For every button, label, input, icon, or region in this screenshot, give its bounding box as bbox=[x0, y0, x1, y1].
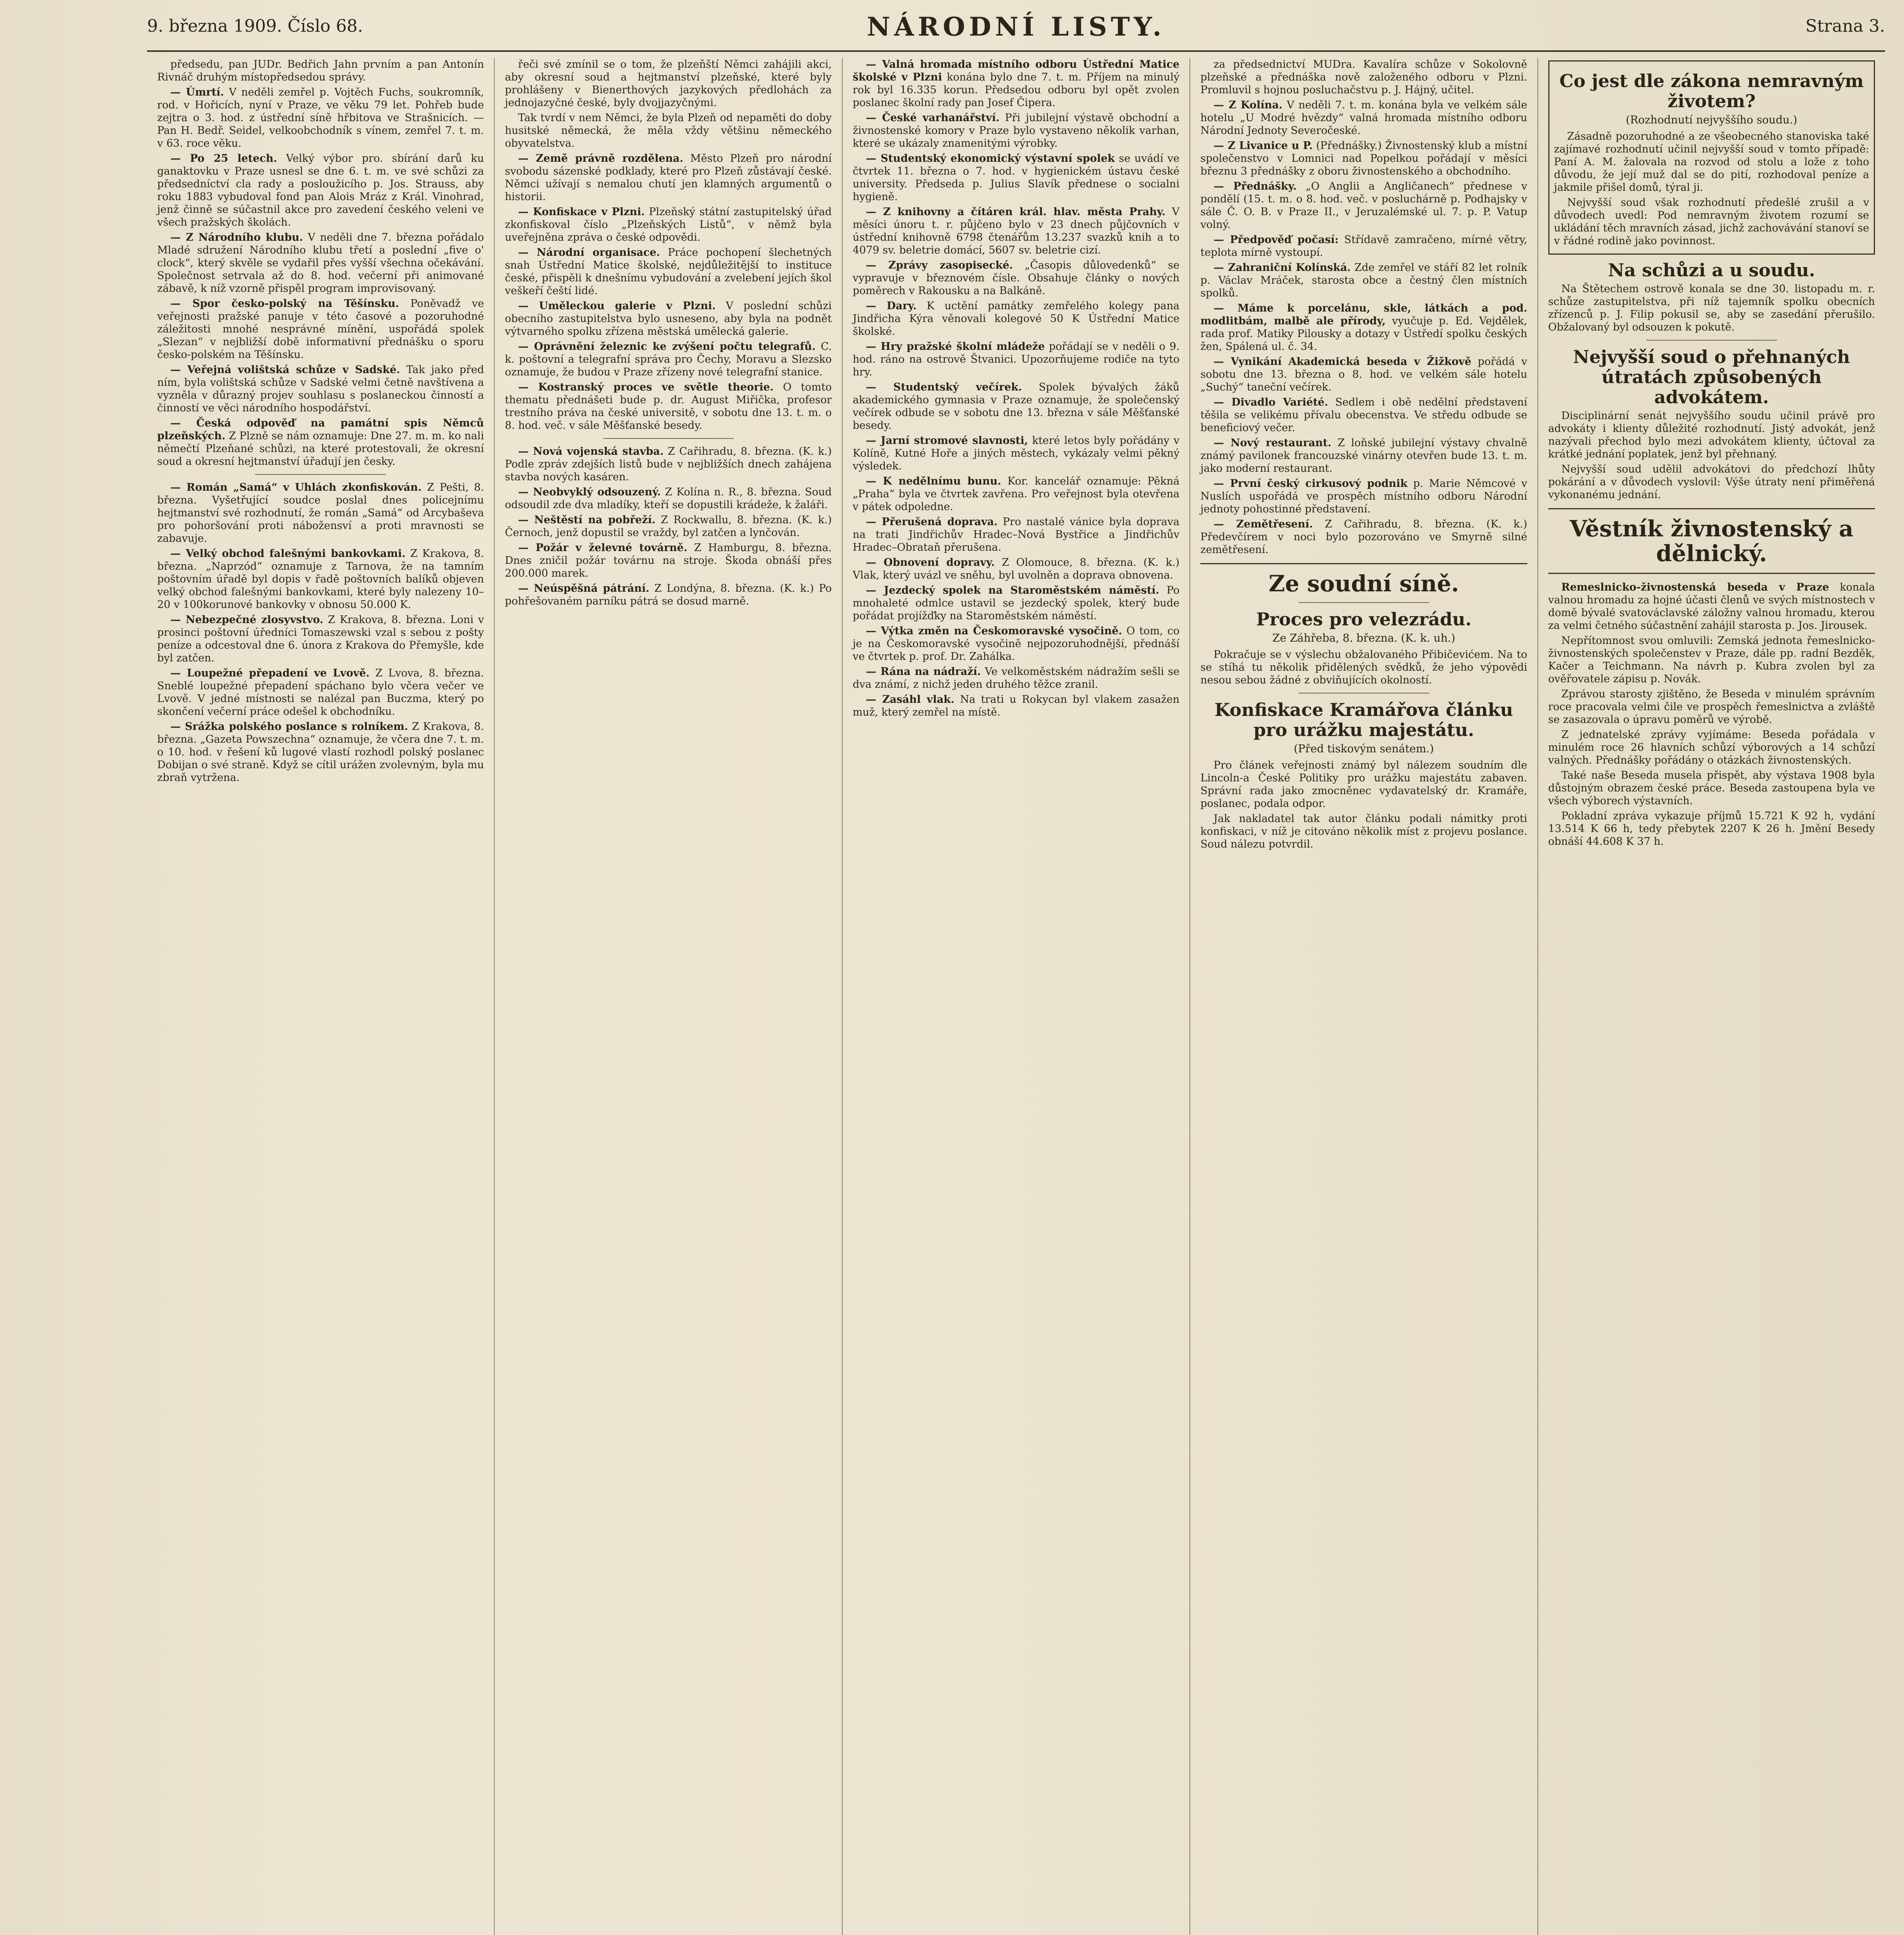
item-text: Střídavě zamračeno, mírné větry, teplota mírně vystoupí. bbox=[1200, 234, 1527, 259]
paragraph bbox=[853, 205, 1179, 257]
paragraph bbox=[157, 152, 484, 229]
paragraph bbox=[1200, 233, 1527, 259]
item-heading: — Máme k porcelánu, skle, látkách a pod. modlitbám, malbě ale přírody, bbox=[1200, 302, 1527, 327]
divider bbox=[255, 474, 386, 475]
paragraph bbox=[505, 541, 831, 580]
item-text: Práce pochopení šlechetných snah Ústřední Matice školské, nejdůležitější to instituce české, přispěli k dnešnímu vybudování a zvelebení jejích škol veškeří čeští lidé. bbox=[505, 247, 832, 297]
paragraph bbox=[157, 417, 484, 468]
item-heading: — Divadlo Variété. bbox=[1213, 396, 1328, 408]
section-heading: Věstník živnostenský a dělnický. bbox=[1570, 515, 1854, 567]
article-dateline: (Před tiskovým senátem.) bbox=[1294, 742, 1434, 755]
item-text: Tak jako před ním, byla volištská schůze v Sadské velmi četně navštívena a vyzněla v důrazný projev souhlasu s poslaneckou činností a činností ve věci národního hospodářství. bbox=[157, 364, 484, 414]
item-text: Z Krakova, 8. března. Loni v prosinci poštovní úředníci Tomaszewski vzal s sebou z pošty peníze a odcestoval dne 6. února z Krakova do Přemyšle, kde byl zatčen. bbox=[157, 614, 484, 664]
item-heading: — Nová vojenská stavba. bbox=[518, 445, 664, 457]
item-text: Při jubilejní výstavě obchodní a živnostenské komory v Praze bylo vystaveno několik varhan, které se ukázaly znamenitými výrobky. bbox=[852, 112, 1180, 149]
item-text: Z Pešti, 8. března. Vyšetřující soudce poslal dnes policejnímu hejtmanství své rozhodnutí, že román „Samá“ od Arcybaševa pro pohoršování proti nábožensví a proti mravnosti se zabavuje. bbox=[157, 481, 484, 545]
paragraph bbox=[853, 300, 1179, 338]
newspaper-title: NÁRODNÍ LISTY. bbox=[867, 12, 1165, 42]
paragraph: Tak tvrdí v nem Němci, že byla Plzeň od nepaměti do doby husitské německá, že měla vždy většinu německého obyvatelstva. bbox=[505, 112, 832, 149]
item-text: Z Cařihradu, 8. března. (K. k.) Předevčírem v noci bylo pozorováno ve Smyrně silné zemětřesení. bbox=[1200, 518, 1527, 556]
paragraph bbox=[853, 434, 1179, 473]
paragraph: předsedu, pan JUDr. Bedřich Jahn prvním a pan Antonín Rivnáč druhým místopředsedou správy. bbox=[157, 58, 484, 83]
item-text: „Časopis důlovedenků“ se vypravuje v březnovém čísle. Obsahuje články o nových poměrech v Rakousku a na Balkáně. bbox=[852, 259, 1180, 297]
article-subtitle: (Rozhodnutí nejvyššího soudu.) bbox=[1626, 113, 1798, 126]
paragraph bbox=[505, 300, 831, 338]
item-text: Z Rockwallu, 8. března. (K. k.) Černoch, jenž dopustil se vraždy, byl zatčen a lynčován. bbox=[505, 514, 832, 539]
paragraph bbox=[853, 693, 1179, 719]
item-heading: — Studentský ekonomický výstavní spolek bbox=[865, 152, 1115, 164]
paragraph: Zásadně pozoruhodné a ze všeobecného stanoviska také zajímavé rozhodnutí učinil nejvyšší soud v tomto případě: Paní A. M. žalovala na rozvod od stolu a lože z toho důvodu, že její muž dal se do pití, rozhodoval peníze a jakmile přišel domů, týral ji. bbox=[1554, 130, 1870, 194]
item-text: Poněvadž ve veřejnosti pražské panuje v této časové a pozoruhodné záležitosti mnohé nesprávné mínění, uspořádá spolek „Slezan“ v nejbližší době informativní přednášku o sporu česko-polském na Těšínsku. bbox=[157, 298, 484, 361]
item-heading: — Nový restaurant. bbox=[1213, 437, 1332, 449]
column-4 bbox=[1190, 58, 1538, 1935]
paragraph bbox=[505, 582, 831, 608]
item-heading: — Valná hromada místního odboru Ústřední Matice školské v Plzni bbox=[852, 58, 1180, 83]
item-heading: — Česká odpověď na památní spis Němců plzeňských. bbox=[157, 417, 484, 442]
item-text: C. k. poštovní a telegrafní správa pro Čechy, Moravu a Slezsko oznamuje, že budou v Praze zřízeny nové telegrafní stanice. bbox=[505, 341, 832, 378]
item-text: Z loňské jubilejní výstavy chvalně známý pavilonek francouzské vinárny otevřen bude 13. t. m. jako moderní restaurant. bbox=[1200, 437, 1527, 474]
paragraph bbox=[505, 486, 831, 511]
item-text: Město Plzeň pro národní svobodu sázenské podklady, které pro Plzeň zůstávají české. Němci užívají s nemalou chutí jen klamných argumentů o historii. bbox=[505, 152, 832, 203]
paragraph bbox=[505, 152, 831, 203]
item-heading: — Zasáhl vlak. bbox=[865, 694, 955, 706]
paragraph: Také naše Beseda musela přispět, aby výstava 1908 byla důstojným obrazem české práce. Beseda zastoupena byla ve všech výborech výstavních. bbox=[1548, 769, 1875, 807]
item-text: Z Lvova, 8. března. Sneblé loupežné přepadení spáchano bylo včera večer ve Lvově. V jedné místnosti se nalézal pan Buczma, který po skončení večerní práce odešel k obchodníku. bbox=[157, 667, 484, 717]
item-heading: — Neúspěšná pátrání. bbox=[518, 582, 650, 594]
paragraph bbox=[853, 475, 1179, 513]
item-heading: — Zemětřesení. bbox=[1213, 518, 1313, 530]
paragraph bbox=[853, 381, 1179, 432]
item-heading: — Výtka změn na Českomoravské vysočině. bbox=[865, 625, 1122, 637]
paragraph bbox=[157, 667, 484, 718]
item-text: Pro nastalé vánice byla doprava na trati Jindřichův Hradec–Nová Bystřice a Jindřichův Hradec–Obrataň přerušena. bbox=[852, 516, 1180, 553]
item-text: V neděli zemřel p. Vojtěch Fuchs, soukromník, rod. v Hořicích, nyní v Praze, ve věku 79 let. Pohřeb bude zejtra o 3. hod. z ústřední síně hřbitova ve Strašnicích. — Pan H. Bedř. Seidel, velkoobchodník s vínem, zemřel 7. t. m. v 63. roce věku. bbox=[157, 86, 484, 149]
item-text: Na trati u Rokycan byl vlakem zasažen muž, který zemřel na místě. bbox=[852, 694, 1180, 718]
paragraph bbox=[157, 363, 484, 414]
item-heading: — Z Národního klubu. bbox=[170, 231, 303, 243]
item-heading: — Srážka polského poslance s rolníkem. bbox=[170, 721, 408, 733]
article-title: Konfiskace Kramářova článku pro urážku majestátu. bbox=[1214, 699, 1513, 740]
item-heading: — Národní organisace. bbox=[518, 247, 660, 259]
item-text: Ve velkoměstském nádražím sešli se dva známí, z nichž jeden druhého těžce zranil. bbox=[852, 666, 1180, 690]
article-title: Proces pro velezrádu. bbox=[1256, 609, 1472, 630]
paragraph: za předsednictví MUDra. Kavalíra schůze v Sokolovně plzeňské a přednáška nově založeného odboru v Plzni. Promluvil s hojnou posluchačstvu p. J. Hájný, učitel. bbox=[1200, 58, 1527, 96]
item-text: Z Krakova, 8. března. „Gazeta Powszechna“ oznamuje, že včera dne 7. t. m. o 10. hod. v řešení ků lugové vlastí rozhodl polský poslanec Dobijan o své straně. Když se cítil urážen zvolevným, byla mu zbraň vytržena. bbox=[157, 721, 484, 784]
item-heading: — Dary. bbox=[865, 300, 917, 312]
paragraph bbox=[1200, 302, 1527, 353]
item-heading: — Kostranský proces ve světle theorie. bbox=[518, 381, 774, 393]
item-text: Po mnohaleté odmlce ustavil se jezdecký spolek, který bude pořádat projížďky na Staroměstském náměstí. bbox=[852, 584, 1180, 622]
paragraph: Pro článek veřejnosti známý byl nálezem soudním dle Lincoln-a České Politiky pro urážku majestátu zabaven. Správní rada jako zmocněnec vydavatelský dr. Kramáře, poslanec, podala odpor. bbox=[1200, 759, 1527, 810]
item-heading: — Předpověď počasí: bbox=[1213, 234, 1339, 246]
item-heading: — Rána na nádraží. bbox=[865, 666, 981, 678]
divider bbox=[1646, 340, 1777, 341]
item-text: K uctění památky zemřelého kolegy pana Jindřicha Kýra věnovali kolegové 50 K Ústřední Matice školské. bbox=[852, 300, 1180, 337]
paragraph: Zprávou starosty zjištěno, že Beseda v minulém správním roce pracovala velmi čile ve prospěch řemeslnictva a zvláště se zasazovala o úpravu poměrů ve výrobě. bbox=[1548, 688, 1875, 726]
item-text: Z Hamburgu, 8. března. Dnes zničil požár továrnu na stroje. Škoda obnáší přes 200.000 marek. bbox=[505, 542, 832, 579]
paragraph: Pokladní zpráva vykazuje příjmů 15.721 K 92 h, vydání 13.514 K 66 h, tedy přebytek 2207 K 26 h. Jmění Besedy obnáší 44.608 K 37 h. bbox=[1548, 810, 1875, 848]
paragraph bbox=[853, 515, 1179, 554]
divider bbox=[1548, 508, 1875, 509]
article-title: Co jest dle zákona nemravným životem? bbox=[1559, 70, 1864, 111]
paragraph bbox=[505, 246, 831, 297]
item-text: Z Olomouce, 8. března. (K. k.) Vlak, který uvázl ve sněhu, byl uvolněn a doprava obnovena. bbox=[852, 557, 1180, 581]
item-text: vyučuje p. Ed. Vejdělek, rada prof. Matiky Pilousky a dotazy v Ústředí spolku českých žen, Spálená ul. č. 34. bbox=[1200, 315, 1527, 353]
paragraph bbox=[157, 481, 484, 545]
item-text: se uvádí ve čtvrtek 11. března o 7. hod. v hygienickém ústavu české university. Předseda p. Julius Slavík přednese o socialni hygieně. bbox=[852, 152, 1180, 203]
item-text: Z Cařihradu, 8. března. (K. k.) Podle zpráv zdejších listů bude v nejbližších dnech zahájena stavba nových kasáren. bbox=[505, 445, 832, 483]
item-heading: — Jarní stromové slavnosti, bbox=[865, 435, 1028, 447]
item-text: „O Anglii a Angličanech“ přednese v pondělí (15. t. m. o 8. hod. več. v posluchárně p. Podhajsky v sále Č. O. B. v Praze II., v Jeruzalémské ul. 7. p. P. Vatup volný. bbox=[1200, 180, 1527, 231]
item-heading: — České varhanářství. bbox=[865, 112, 1000, 124]
item-heading: — Země právně rozdělena. bbox=[518, 152, 684, 164]
item-heading: — Neštěstí na pobřeží. bbox=[518, 514, 656, 526]
paragraph bbox=[1548, 581, 1875, 632]
divider bbox=[1548, 573, 1875, 574]
paragraph bbox=[853, 340, 1179, 378]
item-text: pořádají se v neděli o 9. hod. ráno na ostrově Štvanici. Upozorňujeme rodiče na tyto hry. bbox=[852, 341, 1180, 378]
item-text: Zde zemřel ve stáří 82 let rolník p. Václav Mráček, starosta obce a čestný člen místních spolků. bbox=[1200, 262, 1527, 299]
paragraph bbox=[1200, 139, 1527, 178]
paragraph bbox=[1200, 355, 1527, 394]
item-heading: — Úmrtí. bbox=[170, 86, 224, 98]
item-text: konána bylo dne 7. t. m. Příjem na minulý rok byl 16.335 korun. Předsedou odboru byl opět zvolen poslanec školní rady pan Josef Čipera. bbox=[852, 71, 1180, 109]
item-text: Z Plzně se nám oznamuje: Dne 27. m. m. ko nali němečtí Plzeňané schůzi, na které protestovali, že okresní soud a okresní hejtmanství úřadují jen česky. bbox=[157, 430, 484, 467]
paragraph bbox=[1200, 437, 1527, 475]
issue-date: 9. března 1909. Číslo 68. bbox=[147, 16, 363, 36]
item-heading: — Obnovení dopravy. bbox=[865, 557, 995, 569]
item-text: O tomto thematu přednášeti bude p. dr. August Miřička, profesor trestního práva na české universitě, v sobotu dne 13. t. m. o 8. hod. več. v sále Měšťanské besedy. bbox=[505, 381, 832, 432]
paragraph bbox=[1200, 518, 1527, 556]
item-text: Z Kolína n. R., 8. března. Soud odsoudil zde dva mladíky, kteří se dopustili krádeže, k žaláři. bbox=[505, 486, 832, 511]
paragraph bbox=[1200, 261, 1527, 300]
article-title: Na schůzi a u soudu. bbox=[1608, 260, 1815, 281]
item-heading: — Vynikání Akademická beseda v Žižkově bbox=[1213, 356, 1472, 368]
item-text: které letos byly pořádány v Kolíně, Kutné Hoře a jiných městech, vykázaly velmi pěkný výsledek. bbox=[852, 435, 1180, 472]
item-heading: — Studentský večírek. bbox=[865, 381, 1022, 393]
page-header bbox=[147, 8, 1885, 52]
item-heading: — Požár v želevné továrně. bbox=[518, 542, 687, 554]
divider bbox=[603, 438, 734, 439]
item-heading: — Přerušená doprava. bbox=[865, 516, 998, 528]
item-heading: — Z Livanice u P. bbox=[1213, 140, 1313, 152]
article-title: Nejvyšší soud o přehnaných útratách způsobených advokátem. bbox=[1573, 346, 1850, 408]
item-heading: — Přednášky. bbox=[1213, 180, 1297, 192]
item-text: Plzeňský státní zastupitelský úřad zkonfiskoval číslo „Plzeňských Listů“, v němž byla uveřejněna zpráva o české odpovědi. bbox=[505, 206, 832, 243]
paragraph bbox=[853, 625, 1179, 663]
article-columns bbox=[147, 58, 1885, 1935]
item-heading: — Veřejná volištská schůze v Sadské. bbox=[170, 364, 400, 376]
paragraph bbox=[853, 111, 1179, 150]
item-heading: — Velký obchod falešnými bankovkami. bbox=[170, 548, 406, 560]
item-heading: — Román „Samá“ v Uhlách zkonfiskován. bbox=[170, 481, 422, 493]
paragraph bbox=[505, 445, 831, 483]
paragraph: Nejvyšší soud udělil advokátovi do předchozí lhůty pokárání a v důvodech vyslovil: Výše útraty není přiměřená vykonanému jednání. bbox=[1548, 463, 1875, 501]
item-heading: — Loupežné přepadení ve Lvově. bbox=[170, 667, 370, 679]
paragraph bbox=[505, 514, 831, 539]
item-text: Kor. kancelář oznamuje: Pěkná „Praha“ byla ve čtvrtek zavřena. Pro veřejnost byla otevřena v pátek odpoledne. bbox=[852, 475, 1180, 513]
item-heading: Remeslnicko-živnostenská beseda v Praze bbox=[1561, 581, 1829, 593]
paragraph: Disciplinární senát nejvyššího soudu učinil právě pro advokáty i klienty důležité rozhodnutí. Jistý advokát, jenž nazývali přechod bylo mezi advokátem klienty, účtoval za krátké jednání poplatek, jenž byl přehnaný. bbox=[1548, 410, 1875, 460]
item-text: V neděli dne 7. března pořádalo Mladé sdružení Národního klubu třetí a poslední „five o' clock“, který skvěle se vydařil přes vyšší všechna očekávání. Společnost setrvala až do 8. hod. večerní při animované zábavě, k níž vzorně přispěl program improvisovaný. bbox=[157, 231, 484, 295]
paragraph bbox=[853, 152, 1179, 203]
item-text: V poslední schůzi obecního zastupitelstva bylo usneseno, aby byla na podnět výtvarného spolku zřízena městská umělecká galerie. bbox=[505, 300, 832, 337]
column-5 bbox=[1538, 58, 1885, 1935]
paragraph: řeči své zmínil se o tom, že plzeňští Němci zahájili akci, aby okresní soud a hejtmanství plzeňské, které byly prohlášeny v Bienerthových jazykových předlohách za jednojazyčné české, byly dvojjazyčnými. bbox=[505, 58, 832, 109]
item-heading: — Po 25 letech. bbox=[170, 152, 277, 164]
column-1 bbox=[147, 58, 495, 1935]
column-3 bbox=[843, 58, 1190, 1935]
paragraph bbox=[157, 86, 484, 150]
item-heading: — Hry pražské školní mládeže bbox=[865, 341, 1045, 353]
paragraph bbox=[157, 613, 484, 664]
item-text: Sedlem i obě nedělní představení těšila se velikému přívalu obecenstva. Ve středu odbude se beneficiový večer. bbox=[1200, 396, 1527, 434]
item-heading: — Konfiskace v Plzni. bbox=[518, 206, 645, 218]
item-text: Z Krakova, 8. března. „Naprzód“ oznamuje z Tarnova, že na tamním poštovním úřadě byl dopis v řadě poštovních balíků objeven velký obchod falešnými bankovkami, které byly nalezeny 10–20 v 100korunové bankovky v obnosu 50.000 K. bbox=[157, 548, 484, 611]
paragraph bbox=[853, 584, 1179, 622]
paragraph bbox=[1200, 180, 1527, 231]
paragraph: Na Štětechem ostrově konala se dne 30. listopadu m. r. schůze zastupitelstva, při níž tajemník spolku obecních zřízenců p. J. Filip pokusil se, aby se zasedání přerušilo. Obžalovaný byl odsouzen k pokutě. bbox=[1548, 283, 1875, 333]
paragraph bbox=[1200, 477, 1527, 515]
paragraph bbox=[505, 205, 831, 244]
paragraph bbox=[157, 297, 484, 361]
paragraph bbox=[853, 259, 1179, 297]
divider bbox=[1200, 563, 1527, 564]
paragraph: Pokračuje se v výslechu obžalovaného Přibičevićem. Na to se stíhá tu několik přidělených svědků, že jeho výpovědi nesou sebou žádné z obviňujících okolností. bbox=[1200, 649, 1527, 686]
item-text: pořádá v sobotu dne 13. března o 8. hod. ve velkém sále hotelu „Suchý“ taneční večírek. bbox=[1200, 356, 1527, 393]
item-text: Velký výbor pro. sbírání darů ku ganaktovku v Praze usnesl se dne 6. t. m. ve své schůzi za předsedníctví cla rady a posloužicího p. Jos. Strauss, aby roku 1883 vybudoval fond pan Alois Mráz z Král. Vinohrad, jenž činně se súčastnil akce pro zavedení českého veleni ve všech pražských školách. bbox=[157, 152, 484, 228]
item-text: (Přednášky.) Živnostenský klub a místní společenstvo v Lomnici nad Popelkou pořádají v měsíci březnu 3 přednášky z oboru živnostenského a obchodního. bbox=[1200, 140, 1527, 177]
item-heading: — K nedělnímu bunu. bbox=[865, 475, 1001, 487]
article-dateline: Ze Záhřeba, 8. března. (K. k. uh.) bbox=[1272, 632, 1455, 644]
item-text: V měsíci únoru t. r. půjčeno bylo v 23 dnech půjčovních v ústřední knihovně 6798 čtenářům 13.237 svazků knih a to 4079 sv. beletrie domácí, 5607 sv. beletrie cizí. bbox=[852, 206, 1180, 256]
section-heading: Ze soudní síně. bbox=[1268, 570, 1459, 597]
item-heading: — Z Kolína. bbox=[1213, 99, 1283, 111]
paragraph bbox=[505, 340, 831, 378]
item-text: konala valnou hromadu za hojné účasti členů ve svých místnostech v domě bývalé svatováclavské záložny valnou hromadu, kterou za velmi četného súčastnění zahájil starosta p. Jos. Jirousek. bbox=[1548, 581, 1875, 632]
item-heading: — Nebezpečné zlosyvstvo. bbox=[170, 614, 324, 626]
paragraph bbox=[157, 231, 484, 295]
paragraph bbox=[157, 547, 484, 611]
item-text: O tom, co je na Českomoravské vysočině nejpozoruhodnější, přednáší ve čtvrtek p. prof. Dr. Zahálka. bbox=[852, 625, 1180, 663]
item-heading: — Spor česko-polský na Těšínsku. bbox=[170, 298, 399, 310]
item-heading: — Z knihovny a čítáren král. hlav. města Prahy. bbox=[865, 206, 1165, 218]
item-heading: — Zprávy zasopisecké. bbox=[865, 259, 1013, 271]
paragraph: Nejvyšší soud však rozhodnutí předešlé zrušil a v důvodech uvedl: Pod nemravným životem rozumí se ukládání těch mravních zásad, jichž zachovávání stanoví se v řádné rodině jako povinnost. bbox=[1554, 197, 1870, 247]
paragraph bbox=[157, 720, 484, 784]
divider bbox=[1299, 602, 1429, 603]
column-2 bbox=[495, 58, 842, 1935]
paragraph: Z jednatelské zprávy vyjímáme: Beseda pořádala v minulém roce 26 hlavních schůzí výborových a 14 schůzí valných. Přednášky pořádány o otázkách živnostenských. bbox=[1548, 729, 1875, 766]
paragraph bbox=[1200, 99, 1527, 137]
item-heading: — Neobvyklý odsouzený. bbox=[518, 486, 661, 498]
item-heading: — Oprávnění železnic ke zvýšení počtu telegrafů. bbox=[518, 341, 816, 353]
item-text: p. Marie Němcové v Nuslích uspořádá ve prospěch místního odboru Národní jednoty pohostinné představení. bbox=[1200, 478, 1527, 515]
paragraph: Jak nakladatel tak autor článku podali námitky proti konfiskaci, v níž je citováno několik míst z projevu poslance. Soud nálezu potvrdil. bbox=[1200, 813, 1527, 850]
item-text: Spolek bývalých žáků akademického gymnasia v Praze oznamuje, že společenský večírek odbude se v sobotu dne 13. března v sále Měšťanské besedy. bbox=[852, 381, 1180, 432]
paragraph bbox=[853, 556, 1179, 582]
paragraph bbox=[853, 58, 1179, 109]
item-heading: — Uměleckou galerie v Plzni. bbox=[518, 300, 716, 312]
item-heading: — První český cirkusový podnik bbox=[1213, 478, 1408, 490]
item-text: V neděli 7. t. m. konána byla ve velkém sále hotelu „U Modré hvězdy“ valná hromada místního odboru Národní Jednoty Severočeské. bbox=[1200, 99, 1527, 137]
paragraph bbox=[505, 381, 831, 432]
paragraph bbox=[1200, 396, 1527, 434]
item-heading: — Jezdecký spolek na Staroměstském náměstí. bbox=[865, 584, 1159, 596]
page-number: Strana 3. bbox=[1805, 16, 1885, 36]
paragraph bbox=[853, 665, 1179, 691]
item-text: Z Londýna, 8. března. (K. k.) Po pohřešovaném parníku pátrá se dosud marně. bbox=[505, 582, 832, 607]
item-heading: — Zahraniční Kolínská. bbox=[1213, 262, 1351, 274]
divider bbox=[1299, 693, 1429, 694]
paragraph: Nepřítomnost svou omluvili: Zemská jednota řemeslnicko-živnostenských společenstev v Praze, dále pp. radní Bezděk, Kačer a Teichmann. Na návrh p. Kubra zvolen byl za ověřovatele zápisu p. Novák. bbox=[1548, 635, 1875, 685]
boxed-article bbox=[1548, 60, 1875, 255]
